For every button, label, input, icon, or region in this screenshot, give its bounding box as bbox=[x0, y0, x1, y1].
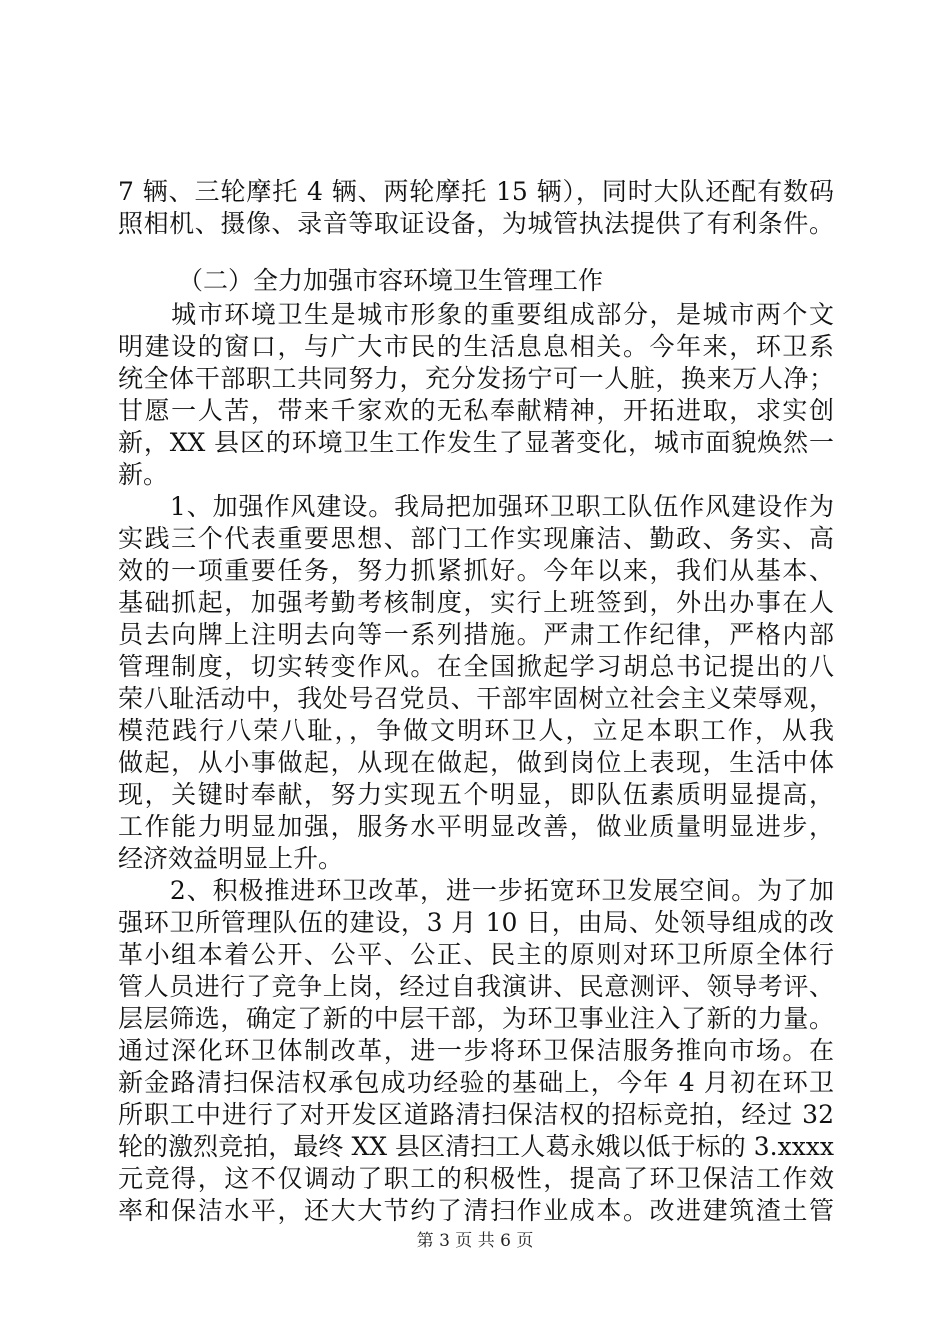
body-line: 率和保洁水平，还大大节约了清扫作业成本。改进建筑渣土管 bbox=[118, 1196, 834, 1225]
body-line: 明建设的窗口，与广大市民的生活息息相关。今年来，环卫系 bbox=[118, 332, 834, 361]
body-line: 工作能力明显加强，服务水平明显改善，做业质量明显进步， bbox=[118, 812, 834, 841]
body-line: 统全体干部职工共同努力，充分发扬宁可一人脏，换来万人净； bbox=[118, 364, 834, 393]
body-line: 基础抓起，加强考勤考核制度，实行上班签到，外出办事在人 bbox=[118, 588, 834, 617]
section-heading: （二）全力加强市容环境卫生管理工作 bbox=[178, 266, 604, 295]
body-line: 所职工中进行了对开发区道路清扫保洁权的招标竞拍，经过 32 bbox=[118, 1100, 834, 1129]
body-line: 现，关键时奉献，努力实现五个明显，即队伍素质明显提高， bbox=[118, 780, 834, 809]
body-line: 管人员进行了竞争上岗，经过自我演讲、民意测评、领导考评、 bbox=[118, 972, 834, 1001]
body-line: 通过深化环卫体制改革，进一步将环卫保洁服务推向市场。在 bbox=[118, 1036, 834, 1065]
body-line: 新。 bbox=[118, 460, 169, 489]
body-line: 轮的激烈竞拍，最终 XX 县区清扫工人葛永娥以低于标的 3.xxxx bbox=[118, 1132, 834, 1161]
body-line: 元竞得，这不仅调动了职工的积极性，提高了环卫保洁工作效 bbox=[118, 1164, 834, 1193]
body-line: 甘愿一人苦，带来千家欢的无私奉献精神，开拓进取，求实创 bbox=[118, 396, 834, 425]
body-line: 1、加强作风建设。我局把加强环卫职工队伍作风建设作为 bbox=[118, 492, 834, 521]
body-line: 经济效益明显上升。 bbox=[118, 844, 344, 873]
body-line: 层层筛选，确定了新的中层干部，为环卫事业注入了新的力量。 bbox=[118, 1004, 834, 1033]
body-line: 模范践行八荣八耻，，争做文明环卫人，立足本职工作，从我 bbox=[118, 716, 834, 745]
body-line: 效的一项重要任务，努力抓紧抓好。今年以来，我们从基本、 bbox=[118, 556, 834, 585]
body-line: 2、积极推进环卫改革，进一步拓宽环卫发展空间。为了加 bbox=[118, 876, 834, 905]
body-line: 员去向牌上注明去向等一系列措施。严肃工作纪律，严格内部 bbox=[118, 620, 834, 649]
body-line: 荣八耻活动中，我处号召党员、干部牢固树立社会主义荣辱观， bbox=[118, 684, 834, 713]
body-line: 城市环境卫生是城市形象的重要组成部分，是城市两个文 bbox=[118, 300, 834, 329]
body-line: 管理制度，切实转变作风。在全国掀起学习胡总书记提出的八 bbox=[118, 652, 834, 681]
body-line: 新，XX 县区的环境卫生工作发生了显著变化，城市面貌焕然一 bbox=[118, 428, 834, 457]
body-line: 实践三个代表重要思想、部门工作实现廉洁、勤政、务实、高 bbox=[118, 524, 834, 553]
body-line: 强环卫所管理队伍的建设，3 月 10 日，由局、处领导组成的改 bbox=[118, 908, 834, 937]
body-line: 7 辆、三轮摩托 4 辆、两轮摩托 15 辆），同时大队还配有数码 bbox=[118, 177, 834, 206]
body-line: 做起，从小事做起，从现在做起，做到岗位上表现，生活中体 bbox=[118, 748, 834, 777]
page-number-footer: 第 3 页 共 6 页 bbox=[416, 1231, 534, 1251]
body-line: 照相机、摄像、录音等取证设备，为城管执法提供了有利条件。 bbox=[118, 209, 834, 238]
body-line: 新金路清扫保洁权承包成功经验的基础上，今年 4 月初在环卫 bbox=[118, 1068, 834, 1097]
body-line: 革小组本着公开、公平、公正、民主的原则对环卫所原全体行 bbox=[118, 940, 834, 969]
